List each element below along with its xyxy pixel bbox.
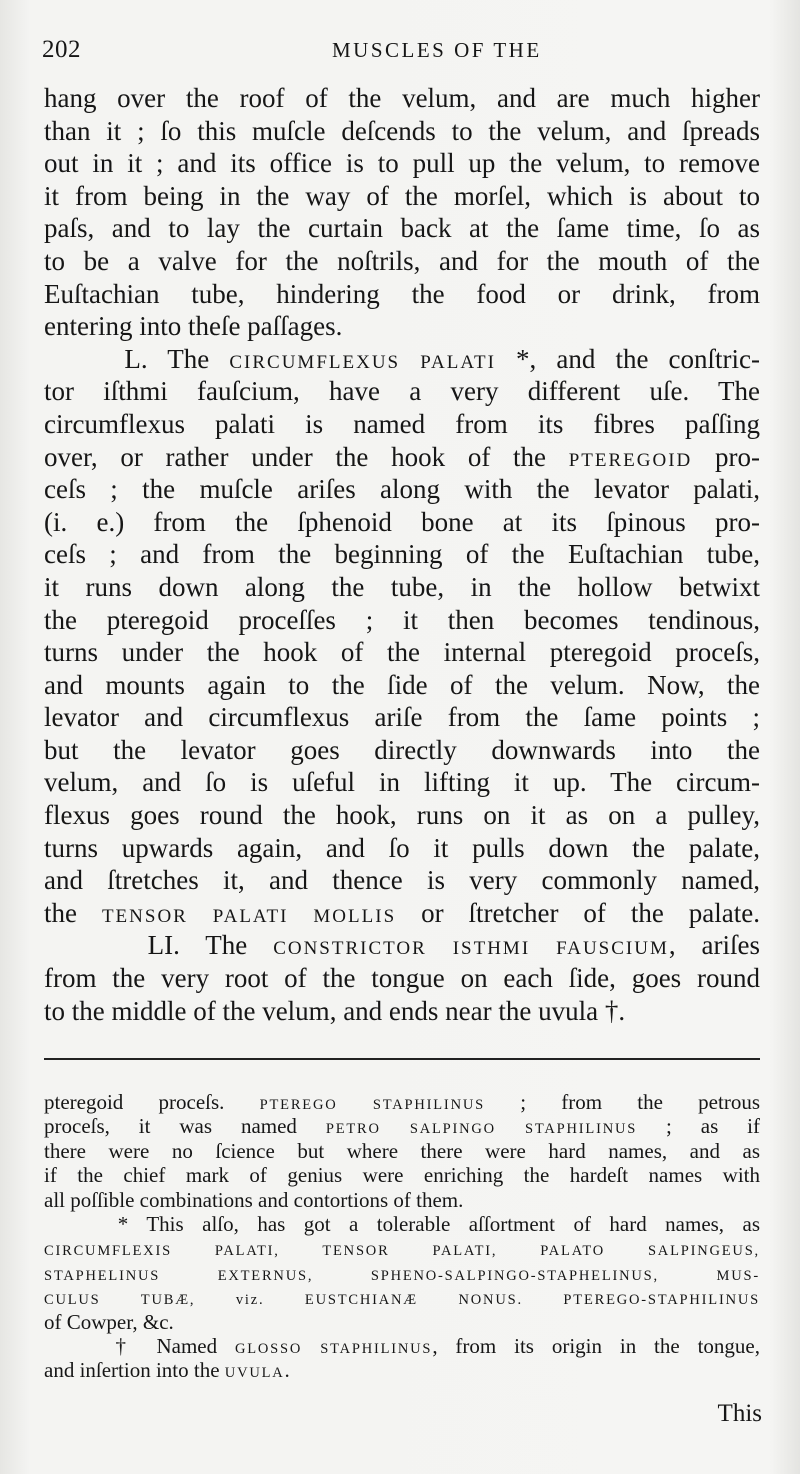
text-line — [44, 604, 760, 637]
text-line — [44, 962, 760, 995]
text-run: to be a valve for the noſtrils, and for the mouth of the — [44, 245, 760, 276]
small-caps-term: UVULA — [224, 1365, 285, 1382]
text-run: tor iſthmi fauſcium, have a very different uſe. The — [44, 376, 760, 407]
text-run: ; as if — [637, 1114, 760, 1139]
text-run: LI. The — [44, 930, 274, 961]
text-line — [44, 669, 760, 702]
text-run: ceſs ; and from the beginning of the Euſtachian tube, — [44, 539, 760, 570]
text-line — [44, 766, 760, 799]
text-run: levator and circumflexus ariſe from the ſame points ; — [44, 702, 760, 733]
text-run: hang over the roof of the velum, and are much higher — [44, 83, 760, 113]
text-run: paſs, and to lay the curtain back at the ſame time, ſo as — [44, 213, 760, 244]
text-run: or ſtretcher of the palate. — [396, 897, 760, 928]
text-run: and inſertion into the — [44, 1358, 225, 1383]
text-run: *, and the conſtric- — [495, 343, 761, 374]
text-line — [44, 864, 760, 897]
catchword: This — [717, 1400, 762, 1427]
text-run: over, or rather under the hook of the — [44, 441, 569, 472]
text-line — [44, 408, 760, 441]
footnote-line — [44, 1188, 760, 1212]
text-run: flexus goes round the hook, runs on it as on a pulley, — [44, 800, 760, 831]
small-caps-term: CIRCUMFLEXUS PALATI — [229, 351, 496, 373]
text-run: the pteregoid proceſſes ; it then becomes tendinous, — [44, 604, 760, 635]
footnote-line — [44, 1090, 760, 1114]
small-caps-term: GLOSSO STAPHILINUS — [234, 1340, 433, 1357]
text-run: pteregoid proceſs. — [44, 1090, 260, 1114]
text-run: from the very root of the tongue on each ſide, goes round — [44, 963, 760, 994]
text-run: all poſſible combinations and contortions of them. — [44, 1187, 464, 1212]
text-line — [44, 538, 760, 571]
text-run: out in it ; and its office is to pull up the velum, to remove — [44, 148, 760, 179]
text-line — [44, 212, 760, 245]
footnote-line — [44, 1212, 760, 1236]
text-line — [44, 832, 760, 865]
small-caps-term: CIRCUMFLEXIS PALATI, TENSOR PALATI, PALATO SALPINGEUS, — [44, 1243, 760, 1260]
footnote-line — [44, 1310, 760, 1334]
text-run: and ſtretches it, and thence is very commonly named, — [44, 865, 760, 896]
text-line — [44, 799, 760, 832]
text-line — [44, 441, 760, 474]
text-run: (i. e.) from the ſphenoid bone at its ſpinous pro- — [44, 506, 760, 537]
text-run: it runs down along the tube, in the hollow betwixt — [44, 571, 760, 602]
text-run: turns under the hook of the internal pteregoid proceſs, — [44, 637, 760, 668]
small-caps-term: PETRO SALPINGO STAPHILINUS — [325, 1121, 638, 1138]
text-line — [44, 180, 760, 213]
footnote-line — [44, 1236, 760, 1260]
small-caps-term: TENSOR PALATI MOLLIS — [101, 905, 397, 927]
text-run: proceſs, it was named — [44, 1114, 326, 1139]
text-run: than it ; ſo this muſcle deſcends to the velum, and ſpreads — [44, 115, 760, 146]
text-line — [44, 734, 760, 767]
text-run: if the chief mark of genius were enriching the hardeſt names with — [44, 1163, 760, 1188]
small-caps-term: CULUS TUBÆ, viz. EUSTCHIANÆ NONUS. — [44, 1292, 564, 1309]
footnote-line — [44, 1163, 760, 1187]
text-run: L. The — [44, 343, 230, 374]
text-line — [44, 82, 760, 115]
small-caps-term: PTEREGOID — [568, 449, 693, 471]
text-line — [44, 115, 760, 148]
small-caps-term: CONSTRICTOR ISTHMI FAUSCIUM — [273, 938, 669, 960]
text-line — [44, 897, 760, 930]
small-caps-term: PTEREGO STAPHILINUS — [259, 1097, 485, 1113]
text-run: † Named — [44, 1333, 235, 1358]
small-caps-term: PTEREGO-STAPHILINUS — [563, 1292, 760, 1309]
text-run: Euſtachian tube, hindering the food or drink, from — [44, 278, 760, 309]
text-run: pro- — [692, 441, 760, 472]
text-line — [44, 343, 760, 376]
text-run: to the middle of the velum, and ends near the uvula †. — [44, 995, 626, 1026]
footnotes-block — [44, 1090, 760, 1383]
main-text-block — [44, 82, 760, 1027]
text-run: , ariſes — [668, 930, 760, 961]
footnote-line — [44, 1261, 760, 1285]
footnote-line — [44, 1114, 760, 1138]
text-run: it from being in the way of the morſel, which is about to — [44, 180, 760, 211]
text-line — [44, 375, 760, 408]
text-run: there were no ſcience but where there were hard names, and as — [44, 1138, 760, 1163]
text-line — [44, 506, 760, 539]
footnote-divider — [44, 1058, 760, 1060]
text-line — [44, 147, 760, 180]
show-through-shadow — [150, 38, 650, 60]
footnote-line — [44, 1139, 760, 1163]
text-run: ceſs ; the muſcle ariſes along with the levator palati, — [44, 474, 760, 505]
text-run: ; from the petrous — [484, 1090, 760, 1114]
text-run: but the levator goes directly downwards into the — [44, 734, 760, 765]
text-run: , from its origin in the tongue, — [432, 1333, 760, 1358]
text-line — [44, 473, 760, 506]
small-caps-term: STAPHELINUS EXTERNUS, SPHENO-SALPINGO-STAPHELINUS, MUS- — [44, 1267, 760, 1284]
text-line — [44, 995, 760, 1028]
text-run: of Cowper, &c. — [44, 1309, 174, 1334]
page-number: 202 — [42, 36, 81, 63]
text-run: . — [284, 1358, 290, 1383]
footnote-line — [44, 1334, 760, 1358]
text-line — [44, 278, 760, 311]
text-line — [44, 636, 760, 669]
text-run: the — [44, 897, 102, 928]
text-line — [44, 571, 760, 604]
running-title: MUSCLES OF THE — [332, 38, 542, 62]
text-run: entering into theſe paſſages. — [44, 311, 343, 342]
text-run: * This alſo, has got a tolerable aſſortment of hard names, as — [44, 1211, 760, 1236]
text-run: turns upwards again, and ſo it pulls down the palate, — [44, 832, 760, 863]
footnote-line — [44, 1285, 760, 1309]
text-line — [44, 929, 760, 962]
text-run: velum, and ſo is uſeful in lifting it up. The circum- — [44, 767, 760, 798]
text-line — [44, 701, 760, 734]
text-line — [44, 245, 760, 278]
footnote-line — [44, 1358, 760, 1382]
text-run: circumflexus palati is named from its fibres paſſing — [44, 408, 760, 439]
text-line — [44, 310, 760, 343]
text-run: and mounts again to the ſide of the velum. Now, the — [44, 669, 760, 700]
